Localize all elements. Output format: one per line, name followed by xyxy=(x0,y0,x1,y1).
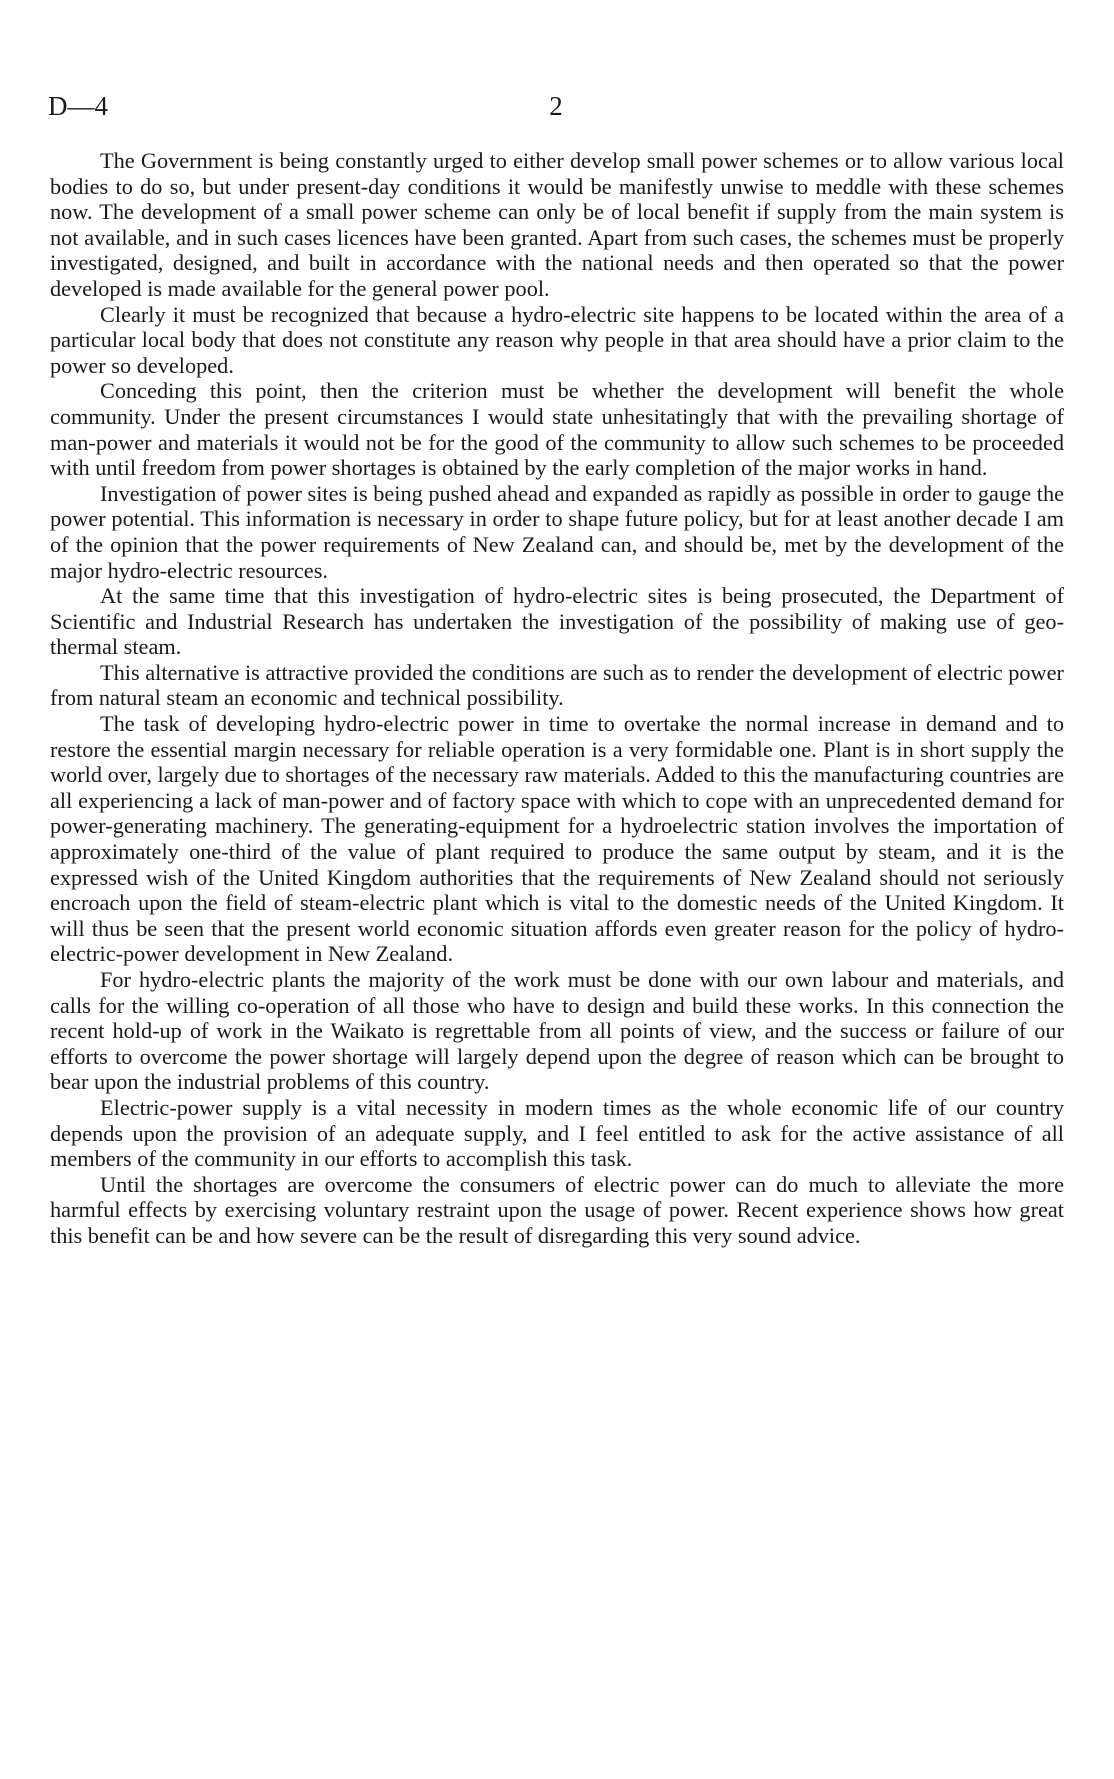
paragraph-formidable-task: The task of developing hydro-electric power in time to overtake the normal increase in demand and to restore the essential margin necessary for reliable operation is a very formidable one. Plant is in short supply the world over, largely due to shortages of the necessary raw materials. Added to this the manufacturing countries are all experiencing a lack of man-power and of factory space with which to cope with an unprecedented demand for power-generating machinery. The generating-equipment for a hydroelectric station involves the importation of approximately one-third of the value of plant required to produce the same output by steam, and it is the expressed wish of the United Kingdom authorities that the requirements of New Zealand should not seriously encroach upon the field of steam-electric plant which is vital to the domestic needs of the United Kingdom. It will thus be seen that the present world economic situation affords even greater reason for the policy of hydro-electric-power development in New Zealand. xyxy=(50,711,1064,967)
paragraph-criterion: Conceding this point, then the criterion must be whether the development will benefit the whole community. Under the present circumstances I would state unhesitatingly that with the prevailing shortage of man-power and materials it would not be for the good of the community to allow such schemes to be proceeded with until freedom from power shortages is obtained by the early completion of the major works in hand. xyxy=(50,378,1064,481)
page-header xyxy=(48,86,1064,126)
document-reference: D—4 xyxy=(48,91,108,121)
paragraph-local-body-claim: Clearly it must be recognized that because a hydro-electric site happens to be located within the area of a particular local body that does not constitute any reason why people in that area should have a prior claim to the power so developed. xyxy=(50,301,1064,378)
paragraph-labour-materials: For hydro-electric plants the majority of the work must be done with our own labour and materials, and calls for the willing co-operation of all those who have to design and build these works. In this connection the recent hold-up of work in the Waikato is regrettable from all points of view, and the success or failure of our efforts to overcome the power shortage will largely depend upon the degree of reason which can be brought to bear upon the industrial problems of this country. xyxy=(50,967,1064,1095)
paragraph-geothermal: At the same time that this investigation of hydro-electric sites is being prosecuted, the Department of Scientific and Industrial Research has undertaken the investigation of the possibility of making use of geo-thermal steam. xyxy=(50,583,1064,660)
page-number: 2 xyxy=(549,91,563,121)
paragraph-vital-necessity: Electric-power supply is a vital necessity in modern times as the whole economic life of our country depends upon the provision of an adequate supply, and I feel entitled to ask for the active assistance of all members of the community in our efforts to accomplish this task. xyxy=(50,1094,1064,1172)
paragraph-investigation: Investigation of power sites is being pushed ahead and expanded as rapidly as possible in order to gauge the power potential. This information is necessary in order to shape future policy, but for at least another decade I am of the opinion that the power requirements of New Zealand can, and should be, met by the development of the major hydro-electric resources. xyxy=(50,480,1064,583)
paragraph-alternative: This alternative is attractive provided the conditions are such as to render the development of electric power from natural steam an economic and technical possibility. xyxy=(50,659,1064,711)
body-text xyxy=(50,148,1064,1249)
paragraph-small-power-schemes: The Government is being constantly urged to either develop small power schemes or to allow various local bodies to do so, but under present-day conditions it would be manifestly unwise to meddle with these schemes now. The development of a small power scheme can only be of local benefit if supply from the main system is not available, and in such cases licences have been granted. Apart from such cases, the schemes must be properly investigated, designed, and built in accordance with the national needs and then operated so that the power developed is made available for the general power pool. xyxy=(50,148,1064,301)
paragraph-voluntary-restraint: Until the shortages are overcome the consumers of electric power can do much to alleviate the more harmful effects by exercising voluntary restraint upon the usage of power. Recent experience shows how great this benefit can be and how severe can be the result of disregarding this very sound advice. xyxy=(50,1171,1064,1248)
